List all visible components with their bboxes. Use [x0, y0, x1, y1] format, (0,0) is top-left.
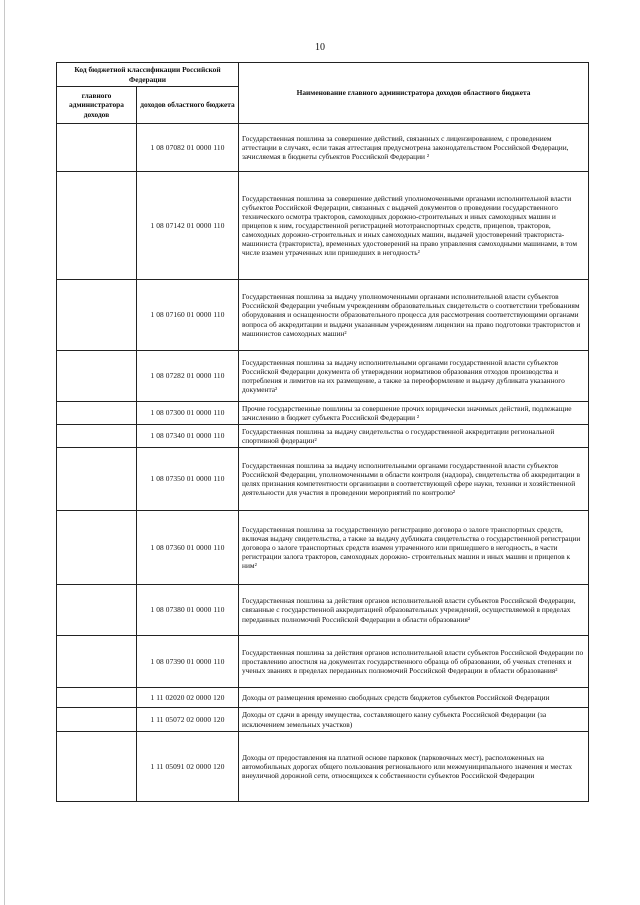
- revenue-description-cell: Государственная пошлина за выдачу уполномоченными органами исполнительной власти субъектов Российской Федерации учебным учреждениям образовательных свидетельств о соответствии требованиям оборудования и оснащенности образовательного процесса для рассмотрения соответствующими органами вопроса об аккредитации и выдачи указанным учреждениям лицензии на право подготовки трактористов и машинистов самоходных машин²: [239, 280, 589, 351]
- admin-cell: [57, 688, 137, 708]
- page-number: 10: [315, 42, 325, 53]
- revenue-description-cell: Государственная пошлина за государственную регистрацию договора о залоге транспортных средств, включая выдачу свидетельства, а также за выдачу дубликата свидетельства о государственной регистрации договора о залоге транспортных средств взамен утраченного или пришедшего в негодность, в части регистрации залога тракторов, самоходных дорожно- строительных машин и иных машин и прицепов к ним²: [239, 511, 589, 585]
- revenue-description-cell: Государственная пошлина за выдачу исполнительными органами государственной власти субъектов Российской Федерации документа об утверждении нормативов образования отходов производства и потребления и лимитов на их размещение, а также за переоформление и выдачу дубликата указанного документа²: [239, 351, 589, 402]
- admin-cell: [57, 636, 137, 688]
- header-main-administrator: главного администратора доходов: [57, 87, 137, 124]
- revenue-description-cell: Государственная пошлина за совершение действий уполномоченными органами исполнительной власти субъектов Российской Федерации, связанных с выдачей документов о проведении государственного технического осмотра тракторов, самоходных дорожно-строительных и иных самоходных машин и прицепов к ним, государственной регистрацией мототранспортных средств, прицепов, тракторов, самоходных дорожно-строительных и иных самоходных машин, выдачей удостоверений тракториста-машиниста (тракториста), временных удостоверений на право управления самоходными машинами, в том числе взамен утраченных или пришедших в негодность²: [239, 172, 589, 280]
- table-row: [57, 636, 589, 688]
- revenue-code-cell: 1 11 05091 02 0000 120: [137, 732, 239, 802]
- revenue-code-cell: 1 08 07340 01 0000 110: [137, 425, 239, 448]
- revenue-description-cell: Государственная пошлина за совершение действий, связанных с лицензированием, с проведением аттестации в случаях, если такая аттестация предусмотрена законодательством Российской Федерации, зачисляемая в бюджеты субъектов Российской Федерации ²: [239, 124, 589, 172]
- admin-cell: [57, 425, 137, 448]
- revenue-code-cell: 1 08 07360 01 0000 110: [137, 511, 239, 585]
- revenue-description-cell: Государственная пошлина за действия органов исполнительной власти субъектов Российской Федерации, связанные с государственной аккредитацией образовательных учреждений, осуществляемой в пределах переданных полномочий Российской Федерации в области образования²: [239, 585, 589, 636]
- table-row: [57, 351, 589, 402]
- revenue-code-cell: 1 08 07282 01 0000 110: [137, 351, 239, 402]
- revenue-description-cell: Государственная пошлина за выдачу исполнительными органами государственной власти субъектов Российской Федерации, уполномоченными в области контроля (надзора), свидетельства об аккредитации в целях признания компетентности организации в соответствующей сфере науки, техники и хозяйственной деятельности для участия в проведении мероприятий по контролю²: [239, 448, 589, 511]
- table-row: [57, 688, 589, 708]
- table-row: [57, 708, 589, 732]
- revenue-code-cell: 1 11 02020 02 0000 120: [137, 688, 239, 708]
- revenue-code-cell: 1 08 07160 01 0000 110: [137, 280, 239, 351]
- table-row: [57, 280, 589, 351]
- revenue-code-cell: 1 08 07082 01 0000 110: [137, 124, 239, 172]
- revenue-code-cell: 1 08 07390 01 0000 110: [137, 636, 239, 688]
- revenue-description-cell: Доходы от предоставления на платной основе парковок (парковочных мест), расположенных на автомобильных дорогах общего пользования регионального или межмуниципального значения и местах внеуличной дорожной сети, относящихся к собственности субъектов Российской Федерации: [239, 732, 589, 802]
- revenue-description-cell: Доходы от размещения временно свободных средств бюджетов субъектов Российской Федерации: [239, 688, 589, 708]
- revenue-description-cell: Доходы от сдачи в аренду имущества, составляющего казну субъекта Российской Федерации (за исключением земельных участков): [239, 708, 589, 732]
- page-edge-line: [4, 0, 5, 905]
- header-classification-code: Код бюджетной классификации Российской Федерации: [57, 63, 239, 87]
- header-administrator-name: Наименование главного администратора доходов областного бюджета: [239, 63, 589, 124]
- admin-cell: [57, 732, 137, 802]
- table-row: [57, 402, 589, 425]
- revenue-code-cell: 1 08 07380 01 0000 110: [137, 585, 239, 636]
- table-row: [57, 511, 589, 585]
- header-revenue-code: доходов областного бюджета: [137, 87, 239, 124]
- budget-classification-table: [56, 62, 589, 802]
- table-row: [57, 585, 589, 636]
- admin-cell: [57, 511, 137, 585]
- revenue-description-cell: Государственная пошлина за выдачу свидетельства о государственной аккредитации региональной спортивной федерации²: [239, 425, 589, 448]
- table-row: [57, 448, 589, 511]
- admin-cell: [57, 172, 137, 280]
- admin-cell: [57, 280, 137, 351]
- table-row: [57, 425, 589, 448]
- admin-cell: [57, 448, 137, 511]
- revenue-code-cell: 1 08 07142 01 0000 110: [137, 172, 239, 280]
- admin-cell: [57, 708, 137, 732]
- table-row: [57, 124, 589, 172]
- revenue-code-cell: 1 08 07350 01 0000 110: [137, 448, 239, 511]
- revenue-description-cell: Государственная пошлина за действия органов исполнительной власти субъектов Российской Федерации по проставлению апостиля на документах государственного образца об образовании, об ученых степенях и ученых званиях в пределах переданных полномочий Российской Федерации в области образования²: [239, 636, 589, 688]
- revenue-code-cell: 1 11 05072 02 0000 120: [137, 708, 239, 732]
- admin-cell: [57, 585, 137, 636]
- revenue-code-cell: 1 08 07300 01 0000 110: [137, 402, 239, 425]
- table-row: [57, 172, 589, 280]
- admin-cell: [57, 124, 137, 172]
- revenue-description-cell: Прочие государственные пошлины за совершение прочих юридически значимых действий, подлежащие зачислению в бюджет субъекта Российской Федерации ²: [239, 402, 589, 425]
- admin-cell: [57, 402, 137, 425]
- table-row: [57, 732, 589, 802]
- table-body: [57, 124, 589, 802]
- admin-cell: [57, 351, 137, 402]
